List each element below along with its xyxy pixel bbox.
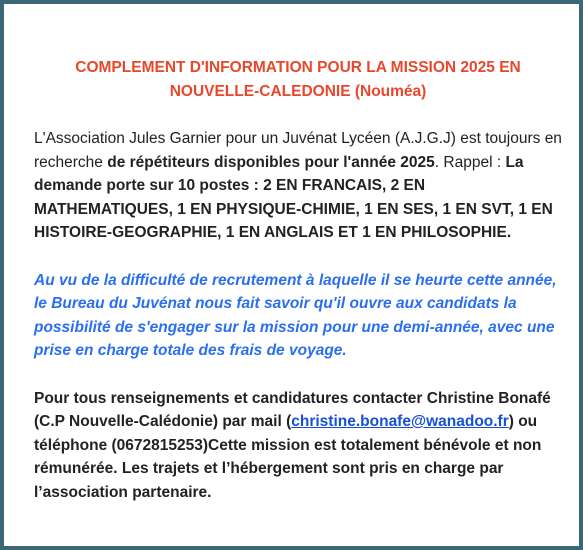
document-title [34, 56, 562, 103]
positions-text: La demande porte sur 10 postes : 2 EN FRANCAIS, 2 EN MATHEMATIQUES, 1 EN PHYSIQUE-CHIMIE, 1 EN SES, 1 EN SVT, 1 EN HISTOIRE-GEOGRAPHIE, 1 EN ANGLAIS ET 1 EN PHILOSOPHIE. [34, 153, 553, 241]
contact-details-text: ) ou téléphone (0672815253)Cette mission est totalement bénévole et non rémunérée. Les trajets et l’hébergement sont pris en charge par l’association partenaire. [34, 413, 542, 501]
tutors-needed-text: de répétiteurs disponibles pour l'année 2025 [107, 153, 435, 171]
title-line-2: NOUVELLE-CALEDONIE (Nouméa) [169, 82, 427, 100]
contact-intro-text: Pour tous renseignements et candidatures contacter Christine Bonafé (C.P Nouvelle-Calédonie) par mail ( [34, 389, 551, 430]
reminder-text: . Rappel : [434, 153, 506, 171]
email-link[interactable]: christine.bonafe@wanadoo.fr [291, 413, 509, 430]
intro-text: L'Association Jules Garnier pour un Juvénat Lycéen (A.J.G.J) est toujours en recherche [34, 130, 562, 171]
recruitment-paragraph [34, 127, 562, 245]
contact-paragraph [34, 387, 562, 505]
half-year-paragraph: Au vu de la difficulté de recrutement à laquelle il se heurte cette année, le Bureau du Juvénat nous fait savoir qu'il ouvre aux candidats la possibilité de s'engager sur la mission pour une demi-année, avec une prise en charge totale des frais de voyage. [34, 271, 557, 359]
title-line-1: COMPLEMENT D'INFORMATION POUR LA MISSION 2025 EN [75, 59, 521, 76]
document-content [34, 56, 562, 528]
